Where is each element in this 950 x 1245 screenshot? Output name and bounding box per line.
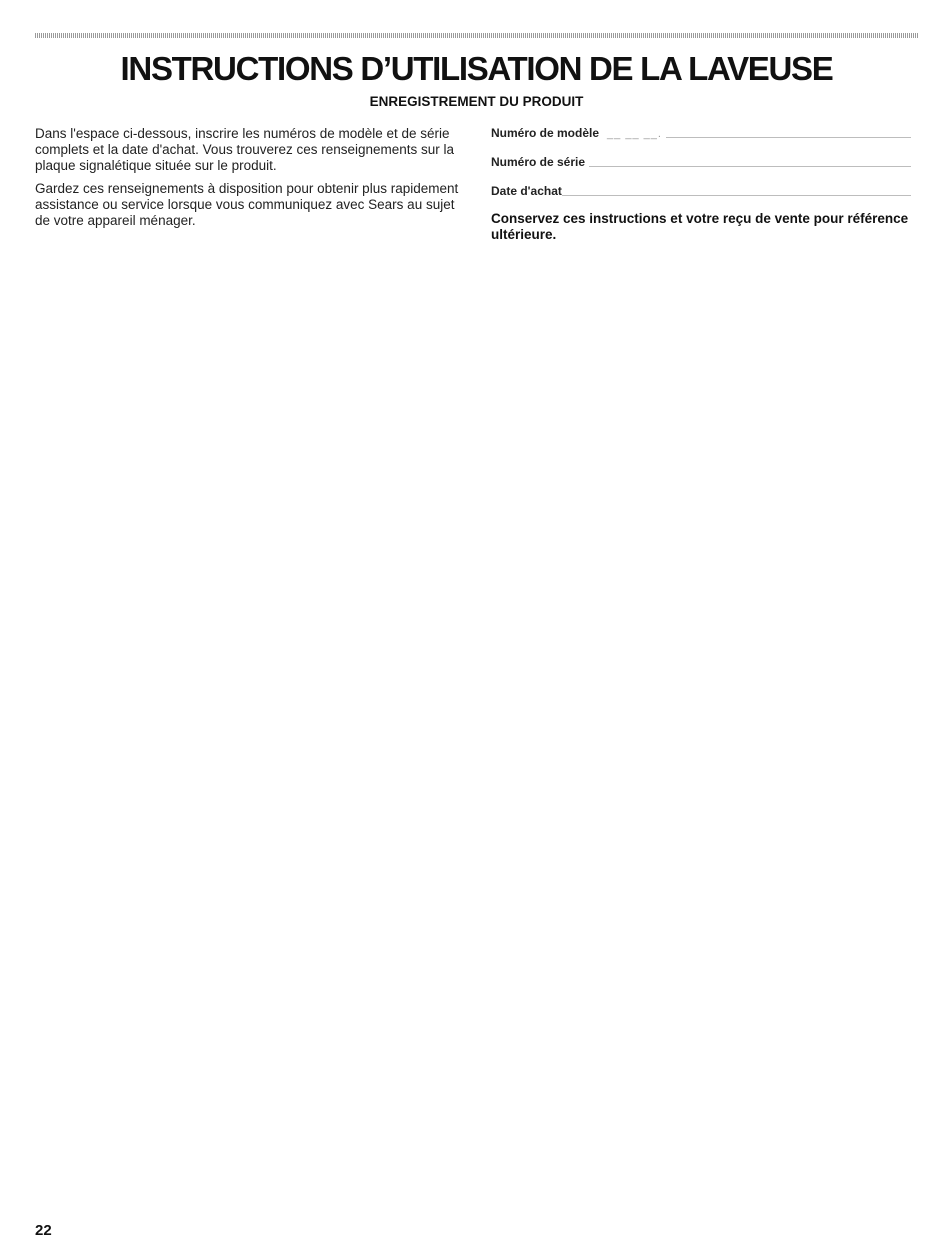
- model-number-label: Numéro de modèle: [491, 126, 600, 140]
- page-number: 22: [35, 1222, 52, 1239]
- serial-number-line[interactable]: [589, 166, 911, 167]
- intro-paragraph-1: Dans l'espace ci-dessous, inscrire les numéros de modèle et de série complets et la date d'achat. Vous trouverez ces renseignements sur la plaque signalétique située sur le produit.: [35, 126, 455, 173]
- model-number-line[interactable]: [666, 137, 911, 138]
- registration-form: [491, 124, 911, 243]
- purchase-date-field[interactable]: [491, 182, 911, 198]
- top-divider: [35, 33, 918, 38]
- intro-paragraph-2: Gardez ces renseignements à disposition pour obtenir plus rapidement assistance ou service lorsque vous communiquez avec Sears au sujet de votre appareil ménager.: [35, 181, 459, 228]
- serial-number-field[interactable]: [491, 153, 911, 169]
- model-number-prefix: __ __ __.: [607, 128, 662, 140]
- serial-number-label: Numéro de série: [491, 155, 586, 169]
- purchase-date-line[interactable]: [562, 195, 911, 196]
- page-title: INSTRUCTIONS D’UTILISATION DE LA LAVEUSE: [120, 50, 833, 87]
- intro-text: [35, 126, 465, 236]
- model-number-field[interactable]: [491, 124, 911, 140]
- section-title: ENREGISTREMENT DU PRODUIT: [369, 94, 584, 109]
- keep-instructions-note: Conservez ces instructions et votre reçu de vente pour référence ultérieure.: [491, 211, 909, 242]
- purchase-date-label: Date d'achat: [491, 184, 562, 198]
